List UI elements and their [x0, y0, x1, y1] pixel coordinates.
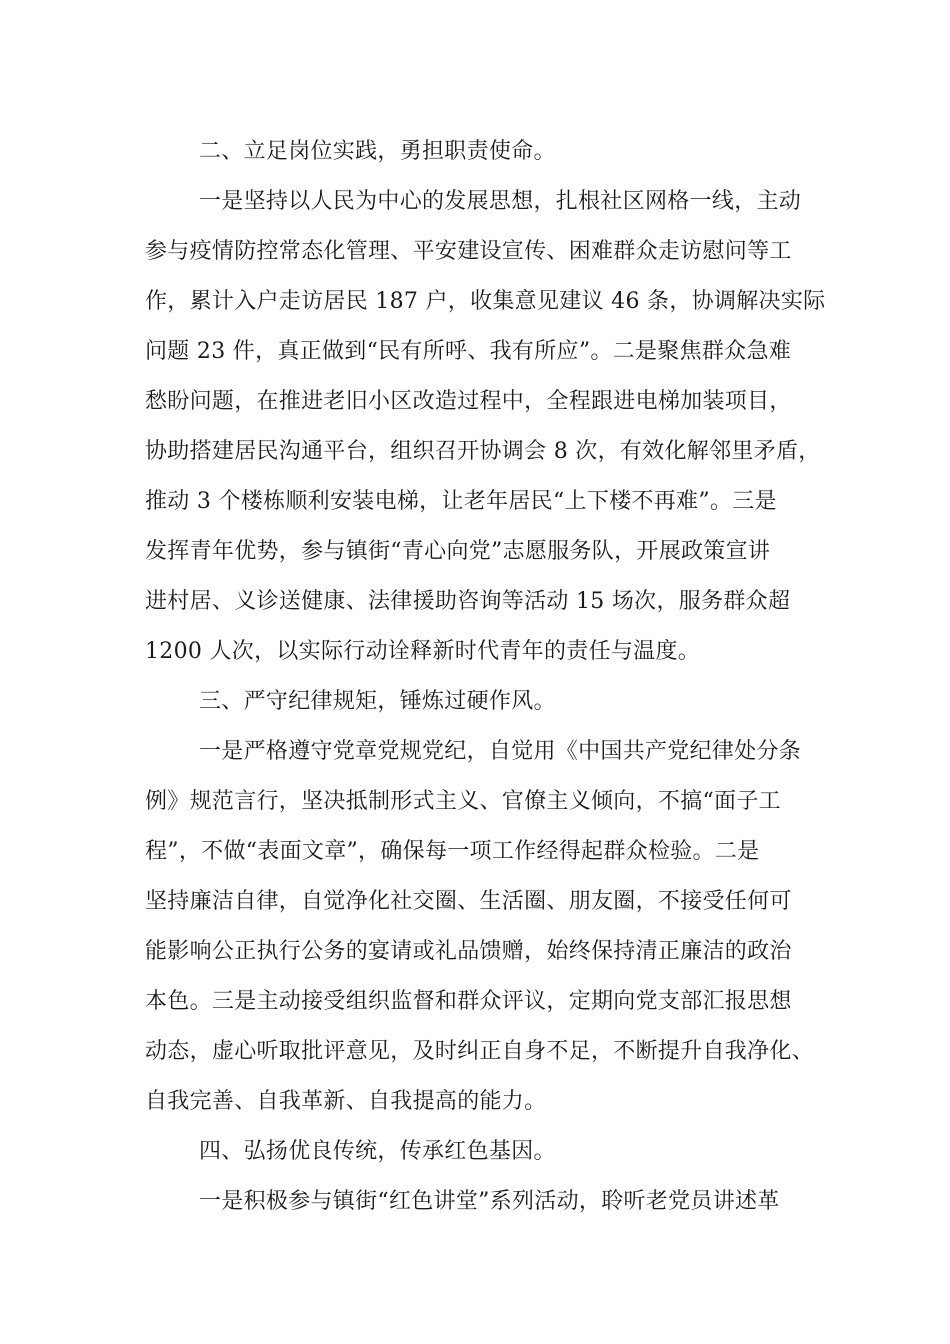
section-heading-3: 三、严守纪律规矩，锤炼过硬作风。: [199, 689, 556, 714]
paragraph-line: 参与疫情防控常态化管理、平安建设宣传、困难群众走访慰问等工: [145, 239, 792, 264]
paragraph-line: 本色。三是主动接受组织监督和群众评议，定期向党支部汇报思想: [145, 989, 792, 1014]
paragraph-line: 能影响公正执行公务的宴请或礼品馈赠，始终保持清正廉洁的政治: [145, 939, 792, 964]
paragraph-line: 愁盼问题，在推进老旧小区改造过程中，全程跟进电梯加装项目，: [145, 389, 792, 414]
paragraph-line: 作，累计入户走访居民 187 户，收集意见建议 46 条，协调解决实际: [145, 289, 826, 314]
paragraph-line: 进村居、义诊送健康、法律援助咨询等活动 15 场次，服务群众超: [145, 589, 791, 614]
paragraph-line: 一是严格遵守党章党规党纪，自觉用《中国共产党纪律处分条: [199, 739, 802, 764]
paragraph-line: 发挥青年优势，参与镇街“青心向党”志愿服务队，开展政策宣讲: [145, 539, 771, 564]
paragraph-line: 推动 3 个楼栋顺利安装电梯，让老年居民“上下楼不再难”。三是: [145, 489, 777, 514]
paragraph-line: 一是坚持以人民为中心的发展思想，扎根社区网格一线，主动: [199, 189, 802, 214]
paragraph-line: 坚持廉洁自律，自觉净化社交圈、生活圈、朋友圈，不接受任何可: [145, 889, 792, 914]
paragraph-line: 动态，虚心听取批评意见，及时纠正自身不足，不断提升自我净化、: [145, 1039, 815, 1064]
paragraph-line: 自我完善、自我革新、自我提高的能力。: [145, 1089, 547, 1114]
paragraph-line: 问题 23 件，真正做到“民有所呼、我有所应”。二是聚焦群众急难: [145, 339, 792, 364]
paragraph-line: 例》规范言行，坚决抵制形式主义、官僚主义倾向，不搞“面子工: [145, 789, 781, 814]
section-heading-4: 四、弘扬优良传统，传承红色基因。: [199, 1139, 556, 1164]
paragraph-line: 协助搭建居民沟通平台，组织召开协调会 8 次，有效化解邻里矛盾，: [145, 439, 821, 464]
paragraph-line: 一是积极参与镇街“红色讲堂”系列活动，聆听老党员讲述革: [199, 1189, 780, 1214]
paragraph-line: 1200 人次，以实际行动诠释新时代青年的责任与温度。: [145, 639, 701, 664]
section-heading-2: 二、立足岗位实践，勇担职责使命。: [199, 139, 556, 164]
paragraph-line: 程”，不做“表面文章”，确保每一项工作经得起群众检验。二是: [145, 839, 760, 864]
